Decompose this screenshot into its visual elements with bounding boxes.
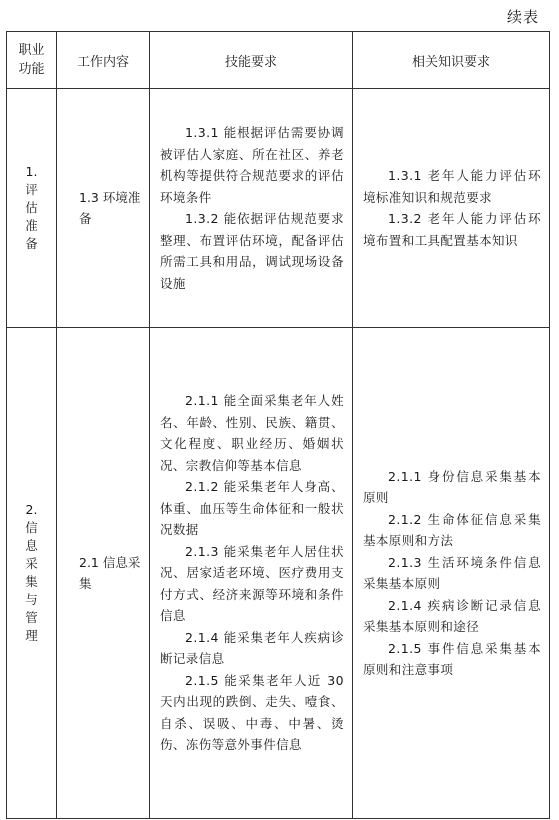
work-content-cell bbox=[57, 328, 150, 819]
knowledge-item: 2.1.3 生活环境条件信息采集基本原则 bbox=[363, 554, 541, 591]
skill-item: 2.1.1 能全面采集老年人姓名、年龄、性别、民族、籍贯、文化程度、职业经历、婚姻状况、宗教信仰等基本信息 bbox=[160, 393, 344, 473]
table-row bbox=[7, 89, 550, 328]
header-knowledge: 相关知识要求 bbox=[353, 32, 550, 89]
skill-item: 2.1.2 能采集老年人身高、体重、血压等生命体征和一般状况数据 bbox=[160, 479, 344, 538]
function-name: 评估准备 bbox=[25, 182, 38, 251]
header-work-content: 工作内容 bbox=[57, 32, 150, 89]
function-number: 1. bbox=[25, 164, 38, 179]
knowledge-cell bbox=[353, 328, 550, 819]
knowledge-item: 2.1.1 身份信息采集基本原则 bbox=[363, 468, 541, 505]
skill-item: 2.1.5 能采集老年人近 30 天内出现的跌倒、走失、噎食、自杀、误吸、中毒、中暑、烫伤、冻伤等意外事件信息 bbox=[160, 672, 344, 753]
header-function-label: 职业功能 bbox=[18, 43, 45, 77]
knowledge-cell bbox=[353, 89, 550, 328]
function-cell bbox=[7, 328, 57, 819]
knowledge-item: 1.3.1 老年人能力评估环境标准知识和规范要求 bbox=[363, 168, 541, 205]
knowledge-item: 2.1.2 生命体征信息采集基本原则和方法 bbox=[363, 511, 541, 548]
skill-item: 2.1.4 能采集老年人疾病诊断记录信息 bbox=[160, 629, 344, 667]
skill-item: 2.1.3 能采集老年人居住状况、居家适老环境、医疗费用支付方式、经济来源等环境和条件信息 bbox=[160, 543, 344, 624]
work-content-text: 1.3 环境准备 bbox=[79, 190, 141, 226]
work-content-cell bbox=[57, 89, 150, 328]
skills-table bbox=[6, 31, 550, 819]
skill-item: 1.3.2 能依据评估规范要求整理、布置评估环境，配备评估所需工具和用品，调试现场设备设施 bbox=[160, 211, 344, 291]
table-header-row bbox=[7, 32, 550, 89]
function-cell bbox=[7, 89, 57, 328]
skill-cell bbox=[150, 328, 353, 819]
continued-label: 续表 bbox=[506, 8, 539, 26]
function-name: 信息采集与管理 bbox=[25, 520, 38, 643]
skill-item: 1.3.1 能根据评估需要协调被评估人家庭、所在社区、养老机构等提供符合规范要求的评估环境条件 bbox=[160, 125, 344, 205]
function-number: 2. bbox=[25, 502, 38, 517]
knowledge-item: 1.3.2 老年人能力评估环境布置和工具配置基本知识 bbox=[363, 211, 541, 248]
header-skill: 技能要求 bbox=[150, 32, 353, 89]
knowledge-item: 2.1.5 事件信息采集基本原则和注意事项 bbox=[363, 640, 541, 677]
skill-cell bbox=[150, 89, 353, 328]
table-row bbox=[7, 328, 550, 819]
header-function bbox=[7, 32, 57, 89]
knowledge-item: 2.1.4 疾病诊断记录信息采集基本原则和途径 bbox=[363, 597, 541, 634]
work-content-text: 2.1 信息采集 bbox=[79, 555, 141, 591]
